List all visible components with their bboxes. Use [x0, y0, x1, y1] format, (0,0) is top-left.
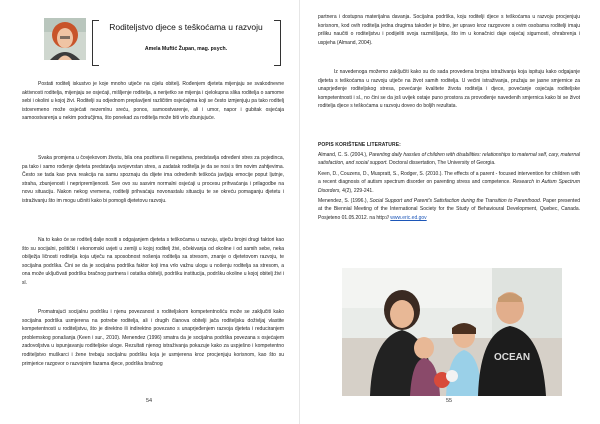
- reference-item: Menendez, S. (1996.), Social Support and Parent's Satisfaction during the Transition to Parenthood. Paper presented at the Biennial Meeting of the International Society for the Study of Behavioural Development, Quebec, Canada. Posjeteno 01.05.2012. na http:// www.eric.ed.gov: [318, 198, 581, 221]
- references-title: POPIS KORIŠTENE LITERATURE:: [318, 142, 401, 148]
- author-photo: [44, 18, 86, 60]
- paragraph: Svaka promjena u čovjekovom životu, bila ona pozitivna ili negativna, predstavlja određeni stres za pojedinca, pa tako i samo rođenje djeteta predstavlja svojevrstan stres, a zadatak roditelja je da se nosi s tim novim zahtjevima. Često se tada kao prva reakcija na samu spoznaju da dijete ima određenih teškoća javljaju emocije poput ljutnje, straha, zbunjenosti i nepripremljenosti. Sve ovo su sasvim normalni osjećaji u procesu prihvaćanja i prilagodbe na novu situaciju. Nakon nekog vremena, roditelji prihvaćaju novonastalu situaciju te se okreću pomaganju djetetu i istraživanju što im mogu učiniti kako bi pomogli djetetovu razvoju.: [22, 155, 284, 204]
- paragraph: Na to kako će se roditelj dalje nositi s odgajanjem djeteta s teškoćama u razvoju, utječu brojni drugi faktori kao što su socijalni, politički i ekonomski uvjeti u zemlji u kojoj roditelj živi, očekivanja od okoline i od samih sebe, neka obilježja ličnosti roditelja koja utječu na sposobnost nošenja roditelja sa stresom, znanje o djetetovom razvoju, te socijalna podrška. Čini se da je socijalna podrška faktor koji ima vrlo važnu ulogu u nošenju roditelja sa stresom, a ona može uključivati podršku bračnog partnera i ostatka obitelji, podršku institucija, podršku okoline u kojoj obitelj živi i sl.: [22, 237, 284, 286]
- svg-text:OCEAN: OCEAN: [494, 352, 531, 363]
- reference-item: Almand, C. S. (2004.), Parenting daily hassles of children with disabilities: relationships to maternal self, cary, maternal satisfaction, and social support. Doctoral dissertation, The University of Georgia.: [318, 152, 580, 167]
- page-number: 55: [446, 398, 453, 404]
- reference-item: Keen, D., Couzens, D., Muspratt, S., Rodger, S. (2010.). The effects of a parent - focused intervention for children with a recent diagnosis of autism spectrum disorder on parenting stress and competence. Research in Autism Spectrum Disorders, 4(2), 229-241.: [318, 170, 580, 194]
- paragraph: Promatrajući socijalnu podršku i njenu povezanost s roditeljskom kompetentnošću može se zaključiti kako socijalna podrška usmjerena na potrebe roditelja, ali i drugih članova obitelji jača roditeljsku doživljaj vlastite kompetentnosti u roditeljstvu, što je direktno ili indirektno povezano s unaprjeđenjem razvoja djeteta i reduciranjem problemskog ponašanja (Keen i sur., 2010). Menendez (1996) smatra da je socijalna podrška povezana s osjećajem zadovoljstva u ispunjavanju roditeljske uloge. Rezultati njenog istraživanja pokazuje kako za uspješno i kompetentno roditeljstvo muškarci i žene trebaju socijalnu podršku koja je usmjerena kroz procjenjuju korisnom, kao što su primjerice razgovor o razvojnim fazama djece, podrška bračnog: [22, 309, 284, 367]
- article-author: Amela Muftić Župan, mag. psych.: [144, 46, 228, 52]
- references: [318, 142, 580, 224]
- paragraph: Postati roditelj iskustvo je koje mnoho utječe na cijelu obitelj. Rođenjem djeteta mijenjaju se svakodnevne aktivnosti roditelja, mijenjaju se osjećaji, mišljenje roditelja, a nerijetko se mijenja i cjelokupna slika roditelja o samome sebi i okolini u kojoj živi. Roditelji su odjednom preplavljeni različitim osjećajima koji se često izmjenjuju pa tako roditelj istovremeno može osjećati nezemlnu sreću, ponos, samoostvarenje, ali i umor, napor i gubitak osjećaja samoostvarenja u nekim područjima, što ponekad za roditelja može biti vrlo zbunjujuće.: [22, 81, 284, 122]
- page-number: 54: [146, 398, 153, 404]
- right-page: [300, 0, 600, 424]
- reference-link[interactable]: www.eric.ed.gov: [390, 214, 427, 221]
- family-photo: [342, 268, 562, 396]
- paragraph: partnera i dostupna materijalna davanja. Socijalna podrška, koju roditelji djece s teškoćama u razvoju procjenjuju korisnom, kod ovih roditelja jedna drugima također je bitno, jer upravo kroz razgovore s ovim osobama roditelji imaju priliku naučiti o roditeljstvu i podijeliti svoja razmišljanja, što im u konačnici daje osjećaj sigurnosti, ohrabrenja i uspjeha (Almand, 2004).: [318, 14, 580, 46]
- paragraph: Iz navedenoga možemo zaključiti kako su do sada provedena brojna istraživanja koja ispituju kako odgajanje djeteta s teškoćama u razvoju utječe na život samih roditelja. U većini istraživanja, pružaju se jasne smjernice za unaprjeđenje roditeljskog stresa, povećanje kvalitete života roditelja i djece, povećanje osjećaja roditeljske kompetentnosti i sl., no čini se da još uvijek ostaje puno prostora za provođenje navedenih smjernica kako bi se život roditelja djece s teškoćama u razvoju doveo do boljih rezultata.: [318, 69, 580, 110]
- left-bracket: [92, 20, 99, 66]
- article-header: [22, 14, 284, 72]
- right-bracket: [274, 20, 281, 66]
- article-title: Roditeljstvo djece s teškoćama u razvoju: [109, 22, 263, 32]
